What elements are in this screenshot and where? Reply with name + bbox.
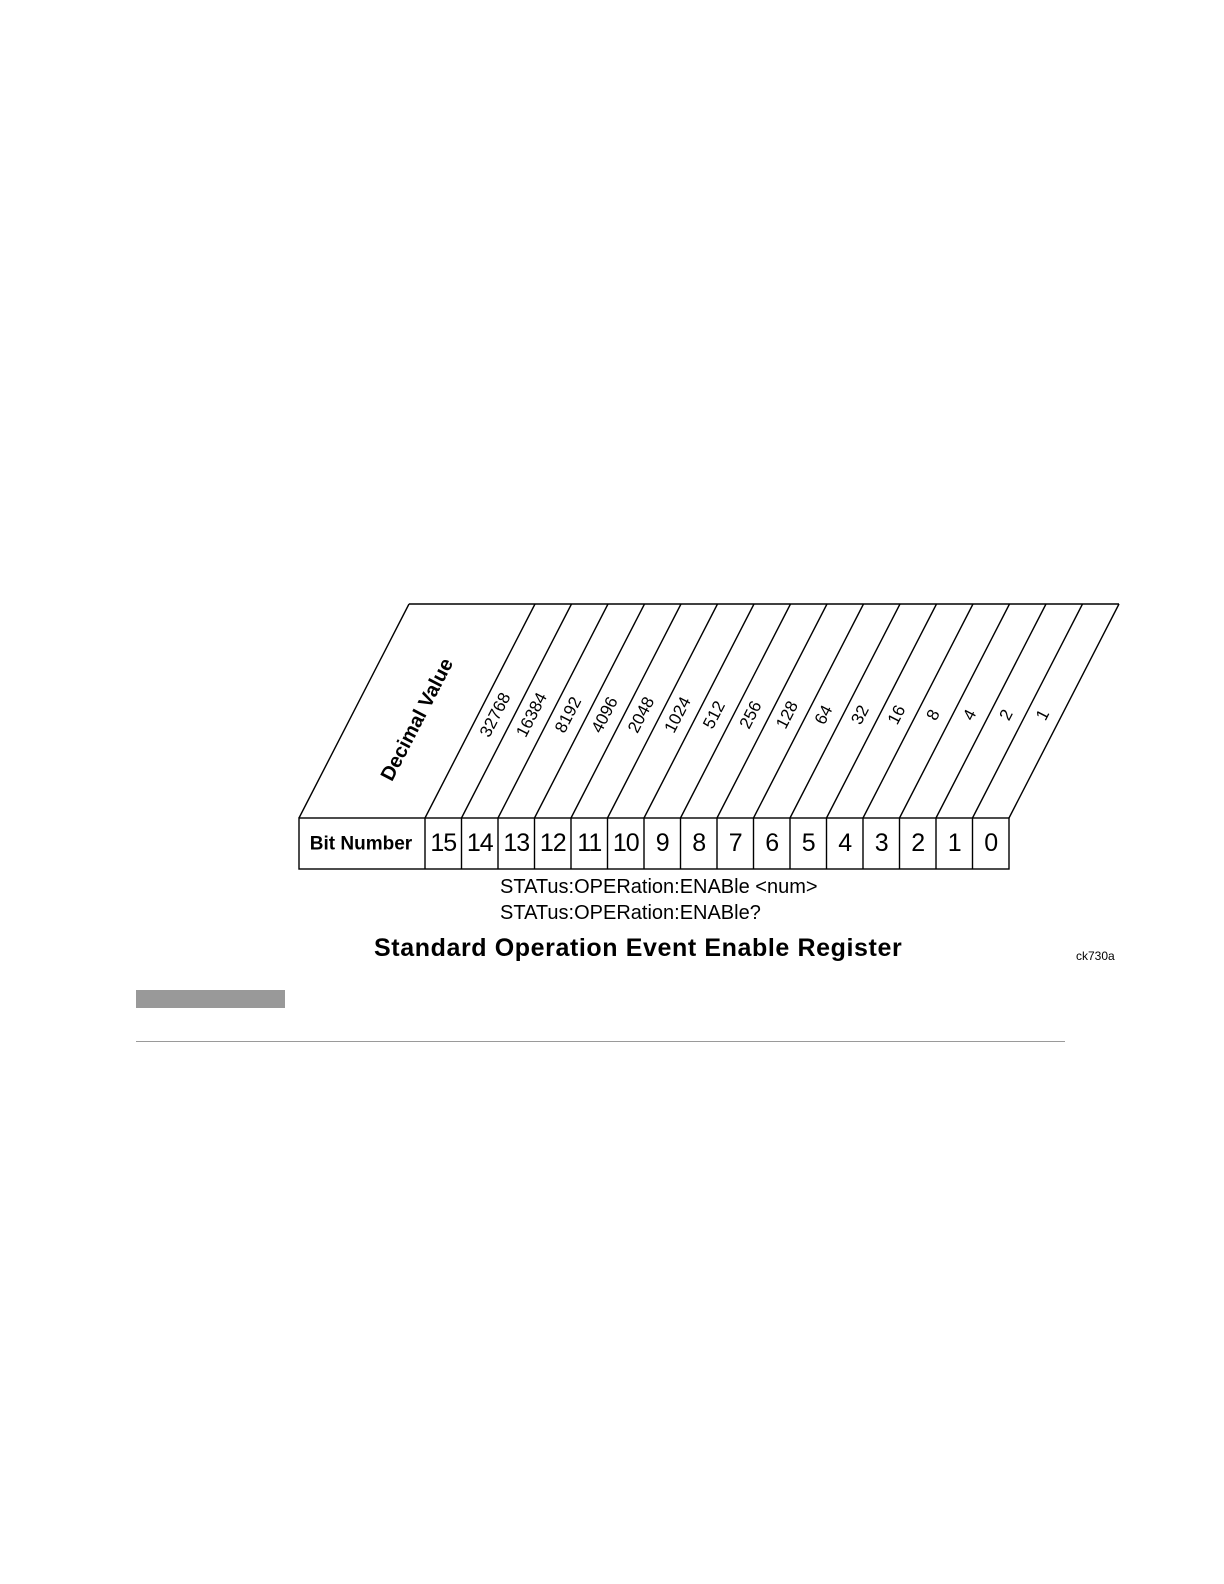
decimal-value: 8192: [550, 693, 586, 736]
bit-number: 0: [984, 829, 998, 858]
bit-number: 15: [430, 829, 457, 858]
figure-id: ck730a: [1076, 949, 1115, 963]
decimal-value: 128: [772, 697, 803, 732]
value-slant-divider: [1009, 604, 1119, 818]
bit-number: 4: [838, 829, 852, 858]
gray-marker-bar: [136, 990, 285, 1008]
value-slant-divider: [535, 604, 645, 818]
decimal-value: 256: [735, 697, 766, 732]
bit-number: 5: [801, 829, 815, 858]
enable-query-command: STATus:OPERation:ENABle?: [500, 902, 761, 924]
value-slant-divider: [900, 604, 1010, 818]
value-slant-divider: [571, 604, 681, 818]
decimal-value: 2048: [623, 693, 659, 736]
decimal-value: 64: [810, 702, 837, 728]
decimal-value-label: Decimal Value: [376, 654, 458, 785]
diagram-labels: [310, 655, 1053, 857]
bit-number: 13: [503, 829, 530, 858]
bit-number: 7: [728, 829, 742, 858]
decimal-value: 2: [995, 706, 1017, 724]
decimal-value: 16: [883, 702, 910, 728]
value-slant-divider: [717, 604, 827, 818]
decimal-value: 32: [847, 702, 873, 728]
bit-number: 2: [911, 829, 925, 858]
bit-number: 3: [874, 829, 888, 858]
value-slant-divider: [608, 604, 718, 818]
bit-number-label: Bit Number: [309, 833, 413, 855]
bit-number: 11: [577, 829, 602, 858]
footer-rule: [136, 1041, 1065, 1042]
register-title: Standard Operation Event Enable Register: [374, 934, 903, 962]
decimal-value: 4: [958, 706, 981, 724]
value-slant-divider: [827, 604, 937, 818]
value-slant-divider: [973, 604, 1083, 818]
bit-number: 8: [692, 829, 706, 858]
value-slant-divider: [790, 604, 900, 818]
value-slant-divider: [425, 604, 535, 818]
decimal-value: 1024: [660, 693, 695, 736]
bit-number: 9: [655, 829, 669, 858]
decimal-value: 4096: [587, 693, 622, 736]
value-slant-divider: [863, 604, 973, 818]
value-slant-divider: [936, 604, 1046, 818]
decimal-value: 16384: [512, 689, 551, 741]
value-slant-divider: [754, 604, 864, 818]
left-slant-edge: [299, 604, 409, 818]
decimal-value: 1: [1031, 706, 1054, 724]
decimal-value: 32768: [475, 689, 515, 741]
value-slant-divider: [644, 604, 754, 818]
bit-number: 14: [466, 829, 493, 858]
value-slant-divider: [462, 604, 572, 818]
decimal-value: 8: [922, 706, 944, 724]
bit-number: 12: [539, 829, 566, 858]
value-slant-divider: [681, 604, 791, 818]
decimal-value: 512: [699, 697, 730, 732]
bit-number: 6: [765, 829, 779, 858]
bit-number: 1: [947, 829, 961, 858]
bit-number: 10: [612, 829, 639, 858]
value-slant-divider: [498, 604, 608, 818]
enable-set-command: STATus:OPERation:ENABle <num>: [500, 876, 818, 898]
